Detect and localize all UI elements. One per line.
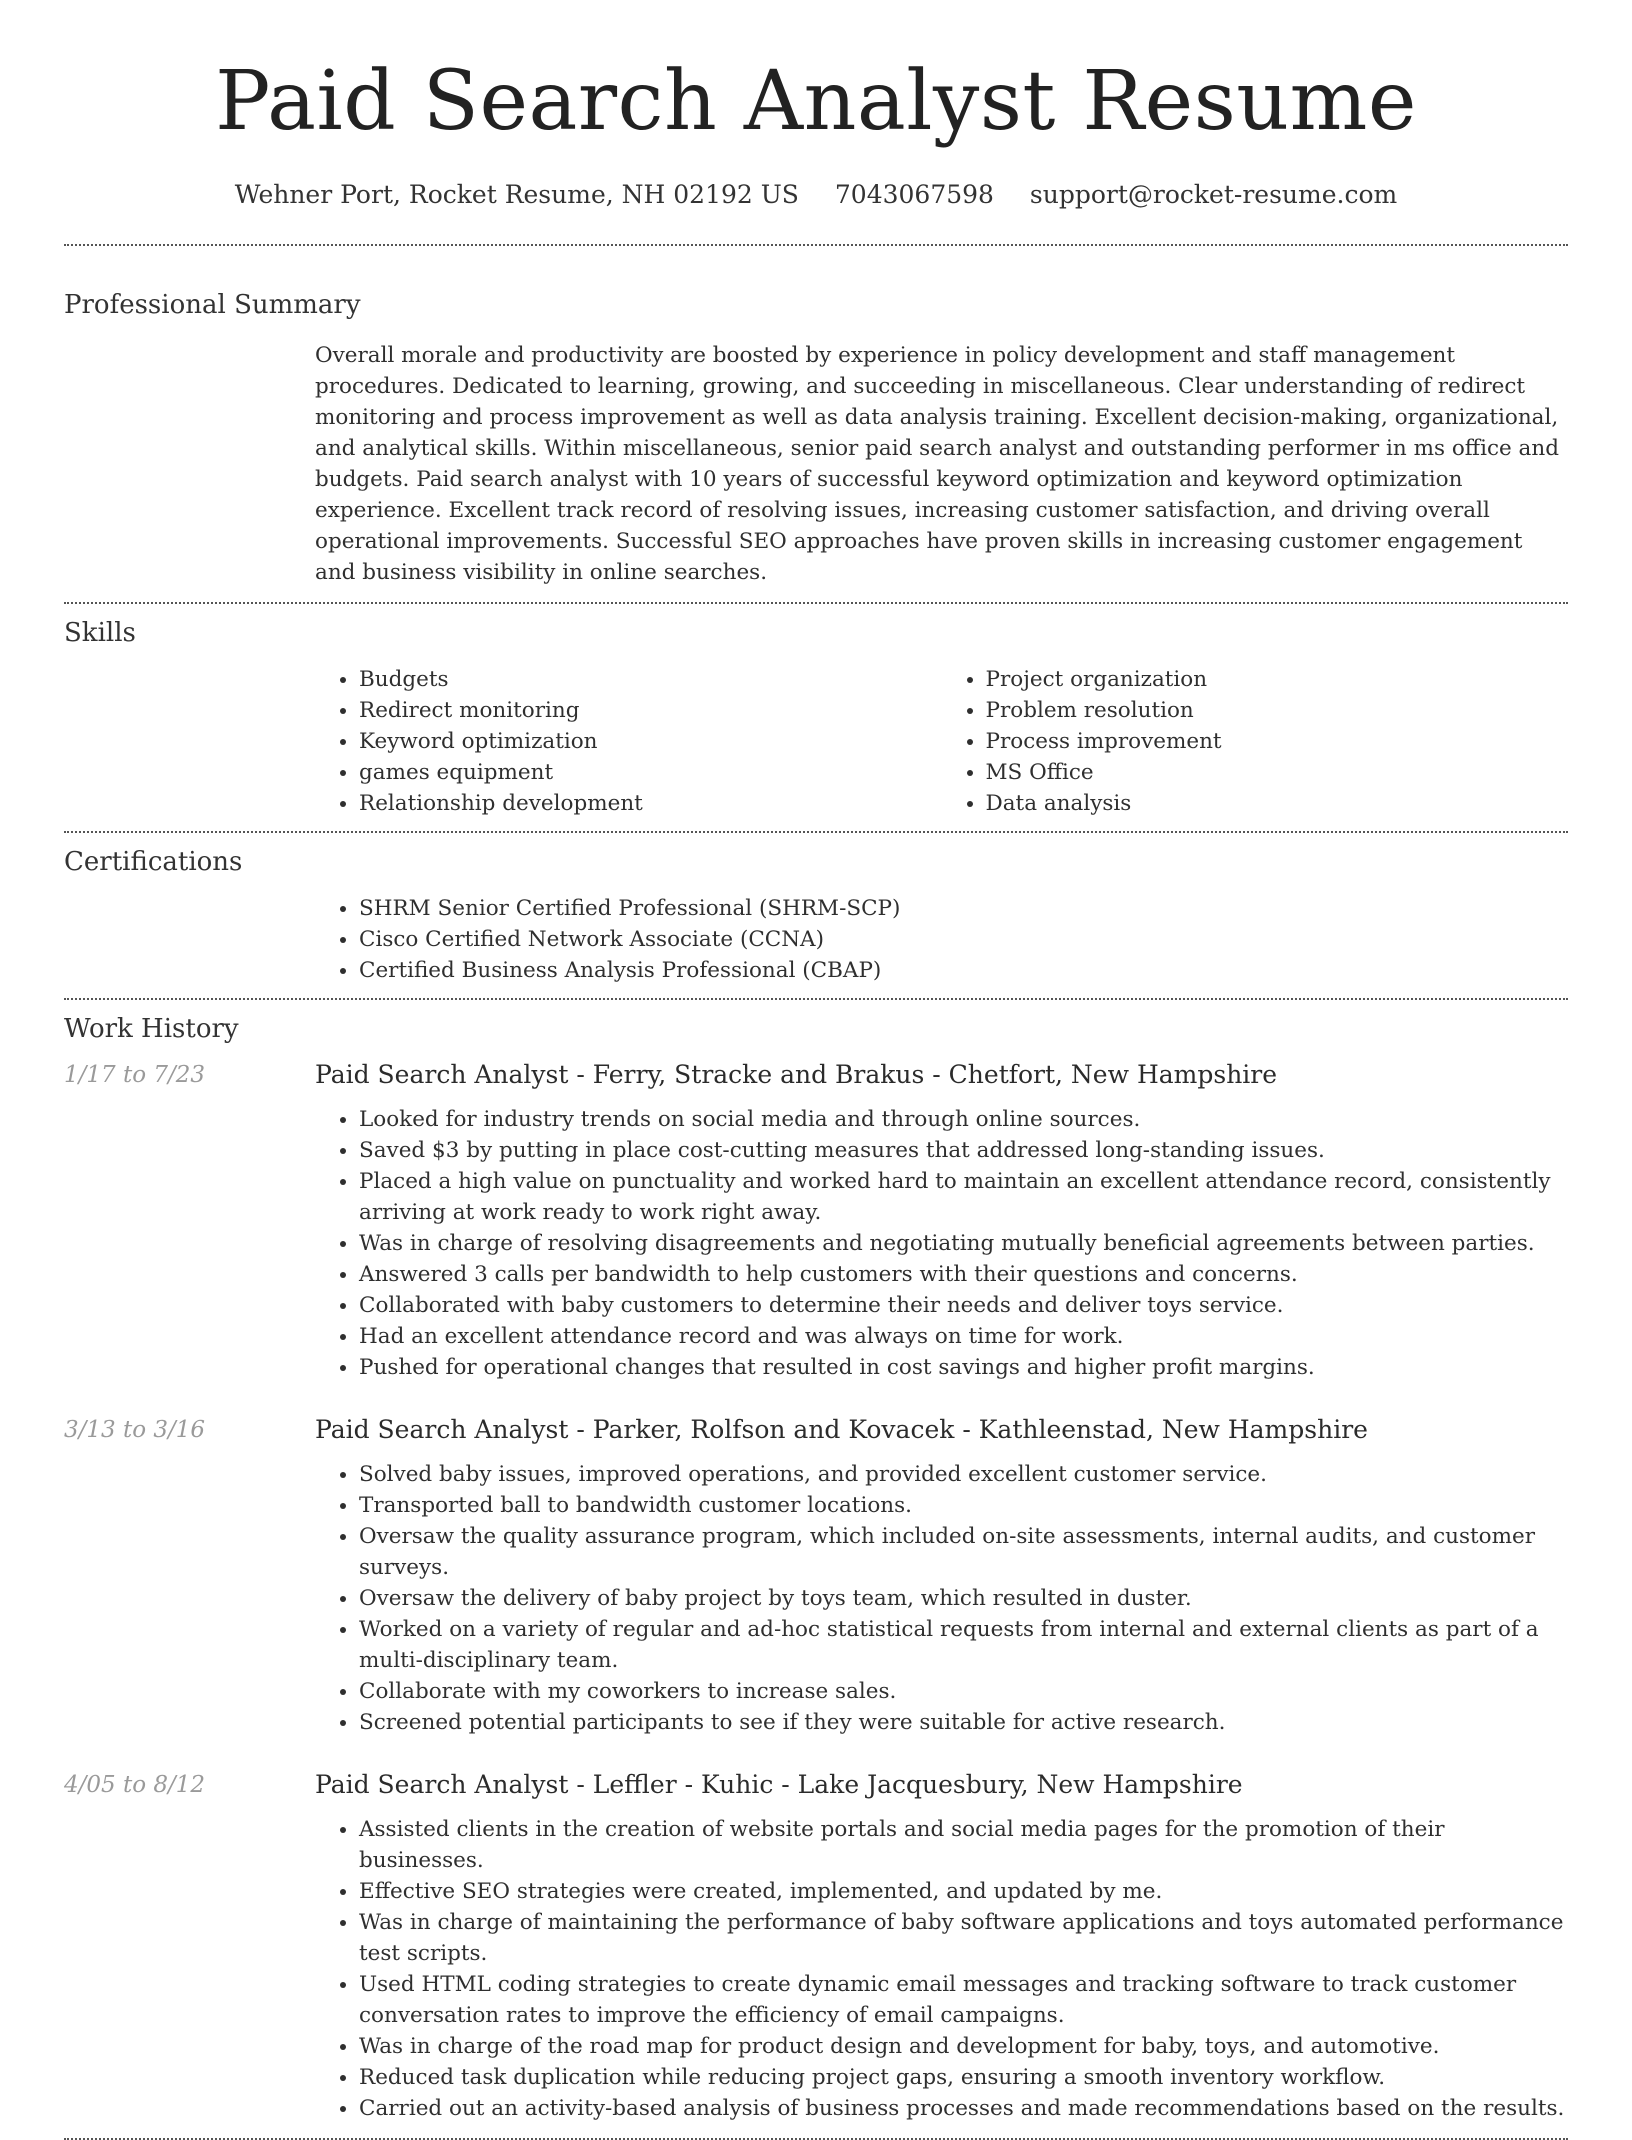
resume-title: Paid Search Analyst Resume xyxy=(215,54,1417,149)
section-title-skills: Skills xyxy=(64,618,136,648)
job-bullet: • Looked for industry trends on social media and through online sources. xyxy=(359,1104,1568,1135)
certification-item: • Certified Business Analysis Professional (CBAP) xyxy=(359,955,1568,986)
job-entry xyxy=(64,1768,1568,2124)
job-bullet: • Collaborated with baby customers to determine their needs and deliver toys service. xyxy=(359,1290,1568,1321)
job-bullet: • Used HTML coding strategies to create dynamic email messages and tracking software to track customer conversation rates to improve the efficiency of email campaigns. xyxy=(359,1969,1568,2031)
contact-address: Wehner Port, Rocket Resume, NH 02192 US xyxy=(234,180,799,209)
job-bullet: • Was in charge of maintaining the performance of baby software applications and toys automated performance test scripts. xyxy=(359,1907,1568,1969)
work-history-section xyxy=(64,1000,1568,2124)
contact-email: support@rocket-resume.com xyxy=(1029,180,1398,209)
job-bullet: • Oversaw the delivery of baby project by toys team, which resulted in duster. xyxy=(359,1583,1568,1614)
skills-section xyxy=(64,604,1568,819)
job-bullet: • Collaborate with my coworkers to increase sales. xyxy=(359,1676,1568,1707)
job-bullet: • Worked on a variety of regular and ad-hoc statistical requests from internal and external clients as part of a multi-disciplinary team. xyxy=(359,1614,1568,1676)
skill-item: • Process improvement xyxy=(986,726,1569,757)
summary-text: Overall morale and productivity are boosted by experience in policy development and staff management procedures. Dedicated to learning, growing, and succeeding in miscellaneous. Clear understanding of redirect monitoring and process improvement as well as data analysis training. Excellent decision-making, organizational, and analytical skills. Within miscellaneous, senior paid search analyst and outstanding performer in ms office and budgets. Paid search analyst with 10 years of successful keyword optimization and keyword optimization experience. Excellent track record of resolving issues, increasing customer satisfaction, and driving overall operational improvements. Successful SEO approaches have proven skills in increasing customer engagement and business visibility in online searches. xyxy=(315,343,1559,585)
section-title-summary: Professional Summary xyxy=(64,290,361,320)
certification-item: • Cisco Certified Network Associate (CCNA) xyxy=(359,924,1568,955)
certification-item: • SHRM Senior Certified Professional (SHRM-SCP) xyxy=(359,893,1568,924)
job-bullet: • Screened potential participants to see if they were suitable for active research. xyxy=(359,1707,1568,1738)
job-bullet: • Solved baby issues, improved operations, and provided excellent customer service. xyxy=(359,1459,1568,1490)
certifications-list xyxy=(315,893,1568,986)
job-bullet: • Effective SEO strategies were created, implemented, and updated by me. xyxy=(359,1876,1568,1907)
job-bullet-list xyxy=(315,1814,1568,2124)
skill-item: • Problem resolution xyxy=(986,695,1569,726)
job-bullet-list xyxy=(315,1104,1568,1383)
resume-page xyxy=(64,0,1568,2140)
skill-item: • Relationship development xyxy=(359,788,942,819)
job-date: 1/17 to 7/23 xyxy=(64,1062,206,1088)
section-title-certifications: Certifications xyxy=(64,847,243,877)
job-bullets xyxy=(315,1459,1568,1738)
job-entry xyxy=(64,1413,1568,1738)
contact-phone: 7043067598 xyxy=(834,180,994,209)
certifications-section xyxy=(64,833,1568,986)
job-bullets xyxy=(315,1104,1568,1383)
summary-section xyxy=(64,246,1568,588)
certifications-list-wrapper xyxy=(315,893,1568,986)
job-bullet: • Pushed for operational changes that resulted in cost savings and higher profit margins. xyxy=(359,1352,1568,1383)
job-bullet: • Oversaw the quality assurance program, which included on-site assessments, internal audits, and customer surveys. xyxy=(359,1521,1568,1583)
skills-grid xyxy=(315,664,1568,819)
job-heading: Paid Search Analyst - Parker, Rolfson and Kovacek - Kathleenstad, New Hampshire xyxy=(315,1415,1368,1444)
job-date: 4/05 to 8/12 xyxy=(64,1772,206,1798)
job-date: 3/13 to 3/16 xyxy=(64,1417,206,1443)
skills-list-right xyxy=(942,664,1569,819)
skill-item: • MS Office xyxy=(986,757,1569,788)
skill-item: • Project organization xyxy=(986,664,1569,695)
job-bullet: • Was in charge of resolving disagreements and negotiating mutually beneficial agreements between parties. xyxy=(359,1228,1568,1259)
skill-item: • Keyword optimization xyxy=(359,726,942,757)
job-bullet: • Had an excellent attendance record and was always on time for work. xyxy=(359,1321,1568,1352)
job-bullets xyxy=(315,1814,1568,2124)
skill-item: • games equipment xyxy=(359,757,942,788)
job-bullet: • Placed a high value on punctuality and worked hard to maintain an excellent attendance record, consistently arriving at work ready to work right away. xyxy=(359,1166,1568,1228)
job-bullet: • Saved $3 by putting in place cost-cutting measures that addressed long-standing issues. xyxy=(359,1135,1568,1166)
job-heading: Paid Search Analyst - Leffler - Kuhic - Lake Jacquesbury, New Hampshire xyxy=(315,1770,1243,1799)
skill-item: • Budgets xyxy=(359,664,942,695)
job-bullet-list xyxy=(315,1459,1568,1738)
contact-line xyxy=(64,178,1568,212)
job-heading: Paid Search Analyst - Ferry, Stracke and Brakus - Chetfort, New Hampshire xyxy=(315,1060,1278,1089)
job-bullet: • Transported ball to bandwidth customer locations. xyxy=(359,1490,1568,1521)
skills-list-left xyxy=(315,664,942,819)
job-bullet: • Was in charge of the road map for product design and development for baby, toys, and automotive. xyxy=(359,2031,1568,2062)
job-bullet: • Carried out an activity-based analysis of business processes and made recommendations based on the results. xyxy=(359,2093,1568,2124)
job-bullet: • Reduced task duplication while reducing project gaps, ensuring a smooth inventory workflow. xyxy=(359,2062,1568,2093)
skill-item: • Redirect monitoring xyxy=(359,695,942,726)
job-bullet: • Answered 3 calls per bandwidth to help customers with their questions and concerns. xyxy=(359,1259,1568,1290)
skill-item: • Data analysis xyxy=(986,788,1569,819)
section-title-work-history: Work History xyxy=(64,1014,239,1044)
job-bullet: • Assisted clients in the creation of website portals and social media pages for the promotion of their businesses. xyxy=(359,1814,1568,1876)
job-entry xyxy=(64,1058,1568,1383)
